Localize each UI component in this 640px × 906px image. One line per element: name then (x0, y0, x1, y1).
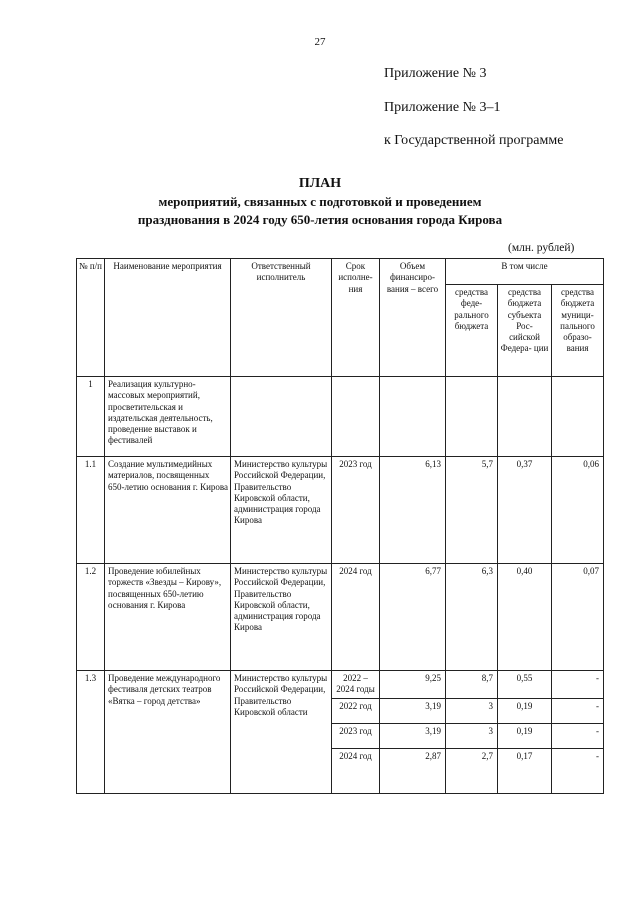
header-executor: Ответственный исполнитель (231, 259, 332, 377)
row-regional: 0,19 (498, 723, 552, 748)
section-num: 1 (77, 377, 105, 457)
row-executor: Министерство культуры Российской Федерации, Правительство Кировской области, администрация города Кирова (231, 564, 332, 671)
row-volume: 6,13 (380, 457, 446, 564)
row-municipal: - (552, 671, 604, 699)
appendix-line-1: Приложение № 3 (384, 66, 487, 81)
row-term: 2023 год (332, 457, 380, 564)
row-regional: 0,19 (498, 698, 552, 723)
row-term: 2024 год (332, 564, 380, 671)
table-row (77, 564, 604, 671)
table-cell-empty (446, 377, 498, 457)
row-volume: 9,25 (380, 671, 446, 699)
row-term: 2024 год (332, 748, 380, 793)
page-number: 27 (314, 36, 326, 48)
appendix-line-2: Приложение № 3–1 (384, 100, 501, 115)
row-municipal: - (552, 698, 604, 723)
row-regional: 0,17 (498, 748, 552, 793)
row-num: 1.3 (77, 671, 105, 794)
table-row-section (77, 377, 604, 457)
table-row (77, 457, 604, 564)
row-volume: 3,19 (380, 698, 446, 723)
row-municipal: 0,07 (552, 564, 604, 671)
header-regional: средства бюджета субъекта Рос- сийской Федера- ции (498, 285, 552, 377)
row-municipal: - (552, 723, 604, 748)
table-cell-empty (231, 377, 332, 457)
row-name: Создание мультимедийных материалов, посвященных 650-летию основания г. Кирова (105, 457, 231, 564)
row-executor: Министерство культуры Российской Федерации, Правительство Кировской области (231, 671, 332, 794)
row-federal: 3 (446, 723, 498, 748)
table-cell-empty (552, 377, 604, 457)
table-cell-empty (380, 377, 446, 457)
row-federal: 5,7 (446, 457, 498, 564)
table-cell-empty (498, 377, 552, 457)
row-federal: 2,7 (446, 748, 498, 793)
appendix-line-3: к Государственной программе (384, 133, 564, 148)
row-volume: 6,77 (380, 564, 446, 671)
header-num: № п/п (77, 259, 105, 377)
row-term: 2023 год (332, 723, 380, 748)
row-federal: 6,3 (446, 564, 498, 671)
section-name: Реализация культурно-массовых мероприятий, просветительская и издательская деятельность, проведение выставок и фестивалей (105, 377, 231, 457)
row-regional: 0,40 (498, 564, 552, 671)
row-regional: 0,55 (498, 671, 552, 699)
row-name: Проведение международного фестиваля детских театров «Вятка – город детства» (105, 671, 231, 794)
row-volume: 3,19 (380, 723, 446, 748)
row-regional: 0,37 (498, 457, 552, 564)
header-row (77, 259, 604, 285)
row-executor: Министерство культуры Российской Федерации, Правительство Кировской области, администрация города Кирова (231, 457, 332, 564)
header-including: В том числе (446, 259, 604, 285)
header-name: Наименование мероприятия (105, 259, 231, 377)
row-num: 1.2 (77, 564, 105, 671)
row-municipal: - (552, 748, 604, 793)
header-federal: средства феде- рального бюджета (446, 285, 498, 377)
row-term: 2022 – 2024 годы (332, 671, 380, 699)
header-volume: Объем финансиро- вания – всего (380, 259, 446, 377)
row-federal: 8,7 (446, 671, 498, 699)
subtitle-line-1: мероприятий, связанных с подготовкой и проведением (158, 194, 482, 209)
header-term: Срок исполне- ния (332, 259, 380, 377)
document-title: ПЛАН (298, 176, 342, 191)
row-volume: 2,87 (380, 748, 446, 793)
document-subtitle (0, 193, 640, 229)
row-municipal: 0,06 (552, 457, 604, 564)
row-federal: 3 (446, 698, 498, 723)
table-row (77, 671, 604, 699)
row-name: Проведение юбилейных торжеств «Звезды – Кирову», посвященных 650-летию основания г. Кирова (105, 564, 231, 671)
table-cell-empty (332, 377, 380, 457)
subtitle-line-2: празднования в 2024 году 650-летия основания города Кирова (137, 212, 503, 227)
plan-table (76, 258, 604, 794)
header-municipal: средства бюджета муници- пального образо- вания (552, 285, 604, 377)
units-label: (млн. рублей) (508, 242, 575, 254)
row-num: 1.1 (77, 457, 105, 564)
row-term: 2022 год (332, 698, 380, 723)
